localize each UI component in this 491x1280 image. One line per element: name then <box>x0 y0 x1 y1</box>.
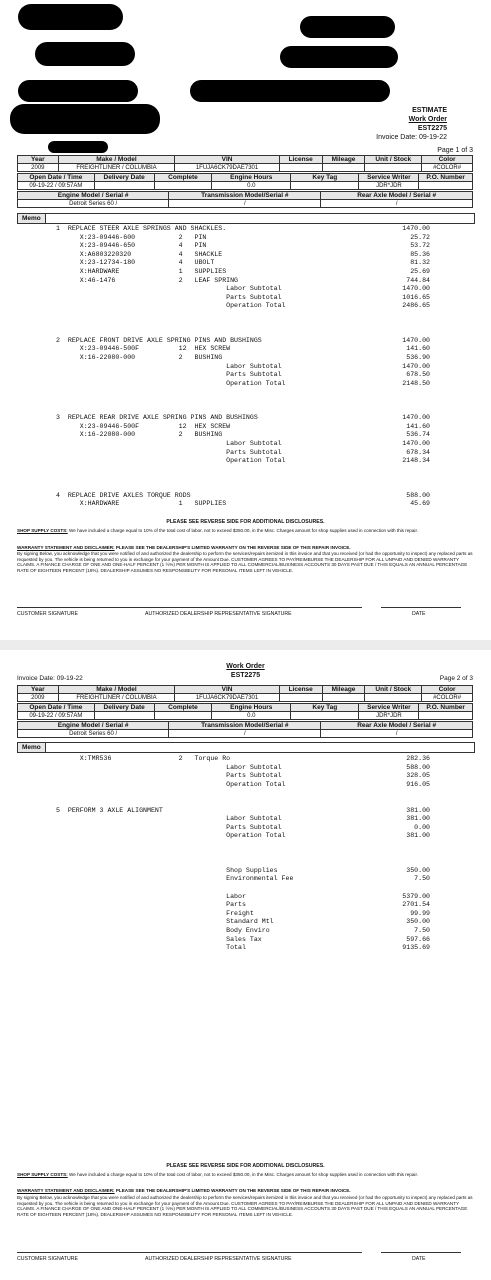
work-order-number: EST2275 <box>417 125 447 132</box>
line-item-amount: 350.00 <box>406 866 430 874</box>
redaction-block <box>280 46 398 68</box>
line-item-amount: 7.50 <box>414 927 430 934</box>
line-item-amount: 381.00 <box>406 832 430 840</box>
work-order-label: Work Order <box>408 116 447 123</box>
line-item-amount: 2486.65 <box>402 302 430 310</box>
year-value: 2009 <box>18 694 59 702</box>
redaction-block <box>300 16 395 38</box>
redaction-block <box>18 4 123 30</box>
line-item-text: 2 REPLACE FRONT DRIVE AXLE SPRING PINS AND BUSHINGS <box>56 336 262 344</box>
license-value <box>279 694 322 702</box>
order-info-table <box>17 173 473 190</box>
redaction-block <box>35 42 135 66</box>
line-item-amount: 7.50 <box>414 875 430 883</box>
line-item-amount: 9135.69 <box>402 944 430 952</box>
signature-line-p2 <box>17 1252 362 1253</box>
engine-hours-header: Engine Hours <box>212 174 291 182</box>
line-item-amount: 536.90 <box>406 354 430 361</box>
line-item-amount: 1016.65 <box>402 293 430 301</box>
line-item-amount: 588.00 <box>406 491 430 499</box>
warranty-disclosure <box>17 545 473 551</box>
delivery-header: Delivery Date <box>94 174 154 182</box>
year-value: 2009 <box>18 164 59 172</box>
line-item-amount: 1470.00 <box>402 285 430 293</box>
memo-bar-p2 <box>17 742 475 753</box>
year-header: Year <box>18 686 59 694</box>
line-item-text: X:A6803220320 4 SHACKLE <box>56 250 223 258</box>
line-item-amount: 25.69 <box>410 268 430 275</box>
delivery-header: Delivery Date <box>94 704 154 712</box>
line-item-amount: 25.72 <box>410 233 430 241</box>
color-value: #COLOR# <box>422 164 473 172</box>
rear-axle-header: Rear Axle Model / Serial # <box>321 192 473 200</box>
work-order-label-p2: Work Order <box>226 663 265 670</box>
line-item-text: Operation Total <box>56 379 286 387</box>
line-item-text: Parts Subtotal <box>56 448 282 456</box>
trans-model-value: / <box>169 200 321 208</box>
engine-model-value: Detroit Series 60 / <box>18 200 169 208</box>
engine-model-header: Engine Model / Serial # <box>18 722 169 730</box>
engine-model-value: Detroit Series 60 / <box>18 730 169 738</box>
line-item-text: Parts <box>56 901 246 909</box>
po-header: P.O. Number <box>419 174 473 182</box>
trans-model-header: Transmission Model/Serial # <box>169 722 321 730</box>
line-item-text: X:TMR536 2 Torque Ro <box>56 755 231 762</box>
line-item-amount: 381.00 <box>406 806 430 814</box>
line-item-text: X:23-09446-650 4 PIN <box>56 242 207 250</box>
warranty-label: WARRANTY STATEMENT AND DISCLAIMER: <box>17 545 115 550</box>
order-info-table-p2 <box>17 703 473 720</box>
legal-text-p2: By signing Below, you acknowledge that you were notified of and authorized the dealership to perform the services/repairs itemized in this invoice and that you received (or had the opportunity to inspect) any replaced parts as requested by you. The vehicle is being returned to you in exchange for your payment of the Amount Due. CUSTOMER AGREES TO PAY/REIMBURSE THE DEALERSHIP FOR ALL UNPAID AND DENIED WARRANTY CLAIMS. A FINANCE CHARGE OF ONE AND ONE-HALF PERCENT (1 ½%) PER MONTH IS APPLIED TO ALL COMMERCIAL/BUSINESS ACCOUNTS 30 DAYS PAST DUE / THIS EQUALS AN ANNUAL PERCENTAGE RATE OF EIGHTEEN PERCENT (18%). DEALERSHIP ASSUMES NO RESPONSIBILITY FOR PERSONAL ITEMS LEFT IN VEHICLE. <box>17 1195 473 1217</box>
mileage-header: Mileage <box>322 686 365 694</box>
unit-header: Unit / Stock <box>365 686 422 694</box>
line-item-text: Standard Mtl <box>56 918 274 926</box>
line-item-text: Operation Total <box>56 302 286 310</box>
line-item-amount: 0.00 <box>414 823 430 831</box>
complete-header: Complete <box>154 174 212 182</box>
warranty-label: WARRANTY STATEMENT AND DISCLAIMER: <box>17 1188 115 1193</box>
line-item-text: X:16-22080-000 2 BUSHING <box>56 354 223 361</box>
redaction-block <box>48 141 108 153</box>
unit-header: Unit / Stock <box>365 156 422 164</box>
line-item-text: X:HARDWARE 1 SUPPLIES <box>56 500 227 508</box>
line-item-text: Labor Subtotal <box>56 815 282 823</box>
mileage-header: Mileage <box>322 156 365 164</box>
rear-axle-header: Rear Axle Model / Serial # <box>321 722 473 730</box>
open-header: Open Date / Time <box>18 174 95 182</box>
warranty-text: PLEASE SEE THE DEALERSHIP'S LIMITED WARRANTY ON THE REVERSE SIDE OF THIS REPAIR INVOICE. <box>114 1188 351 1193</box>
dealer-signature-label: AUTHORIZED DEALERSHIP REPRESENTATIVE SIGNATURE <box>145 611 292 617</box>
line-item-text: Environmental Fee <box>56 875 294 883</box>
line-item-text: X:23-09446-600 2 PIN <box>56 233 207 241</box>
page-break <box>0 640 491 650</box>
engine-hours-value: 0.0 <box>212 712 291 720</box>
line-item-amount: 2148.50 <box>402 379 430 387</box>
redaction-block <box>10 104 160 134</box>
see-reverse-note-p2: PLEASE SEE REVERSE SIDE FOR ADDITIONAL DISCLOSURES. <box>166 1163 325 1169</box>
mileage-value <box>322 694 365 702</box>
date-line <box>381 607 461 608</box>
invoice-date: Invoice Date: 09-19-22 <box>376 134 447 141</box>
line-item-text: Labor <box>56 892 246 900</box>
license-header: License <box>279 156 322 164</box>
line-item-text: Labor Subtotal <box>56 763 282 771</box>
redaction-block <box>190 80 390 102</box>
warranty-disclosure-p2 <box>17 1188 473 1194</box>
keytag-value <box>291 712 359 720</box>
line-item-text: Parts Subtotal <box>56 371 282 379</box>
line-item-text: Labor Subtotal <box>56 440 282 447</box>
mileage-value <box>322 164 365 172</box>
line-item-amount: 5379.00 <box>402 892 430 900</box>
writer-value: JDR*JDR <box>359 182 419 190</box>
line-item-text: Parts Subtotal <box>56 823 282 831</box>
shop-supply-disclosure <box>17 528 473 534</box>
license-value <box>279 164 322 172</box>
line-item-text: Shop Supplies <box>56 866 278 874</box>
doc-title: ESTIMATE <box>412 107 447 114</box>
open-value: 09-19-22 / 09:57AM <box>18 712 95 720</box>
estimate-header <box>376 106 447 142</box>
line-item-amount: 141.60 <box>406 422 430 430</box>
line-item-amount: 678.50 <box>406 371 430 379</box>
open-value: 09-19-22 / 09:57AM <box>18 182 95 190</box>
line-item-text: Total <box>56 944 246 952</box>
memo-label: Memo <box>17 213 46 224</box>
line-item-text: Operation Total <box>56 832 286 840</box>
line-item-amount: 81.32 <box>410 259 430 267</box>
color-header: Color <box>422 156 473 164</box>
engine-model-header: Engine Model / Serial # <box>18 192 169 200</box>
memo-label-p2: Memo <box>17 742 46 753</box>
line-item-text: Freight <box>56 909 254 917</box>
line-item-text: X:46-1476 2 LEAF SPRING <box>56 276 239 284</box>
line-item-amount: 588.00 <box>406 763 430 771</box>
line-item-text: 5 PERFORM 3 AXLE ALIGNMENT <box>56 806 163 814</box>
line-item-text: Operation Total <box>56 780 286 788</box>
shop-supply-text: We have included a charge equal to 10% of the total cost of labor, not to exceed $350.00, in the Misc. Charges amount for shop supplies used in connection with this repair. <box>67 528 418 533</box>
invoice-date-p2: Invoice Date: 09-19-22 <box>17 675 83 682</box>
shop-supply-label: SHOP SUPPLY COSTS: <box>17 1172 68 1177</box>
line-item-amount: 85.36 <box>410 250 430 258</box>
line-item-text: Labor Subtotal <box>56 362 282 370</box>
line-item-text: Parts Subtotal <box>56 772 282 780</box>
vin-header: VIN <box>175 156 280 164</box>
warranty-text: PLEASE SEE THE DEALERSHIP'S LIMITED WARRANTY ON THE REVERSE SIDE OF THIS REPAIR INVOICE. <box>114 545 351 550</box>
po-value <box>419 182 473 190</box>
legal-text: By signing Below, you acknowledge that you were notified of and authorized the dealership to perform the services/repairs itemized in this invoice and that you received (or had the opportunity to inspect) any replaced parts as requested by you. The vehicle is being returned to you in exchange for your payment of the Amount Due. CUSTOMER AGREES TO PAY/REIMBURSE THE DEALERSHIP FOR ALL UNPAID AND DENIED WARRANTY CLAIMS. A FINANCE CHARGE OF ONE AND ONE-HALF PERCENT (1 ½%) PER MONTH IS APPLIED TO ALL COMMERCIAL/BUSINESS ACCOUNTS 30 DAYS PAST DUE / THIS EQUALS AN ANNUAL PERCENTAGE RATE OF EIGHTEEN PERCENT (18%). DEALERSHIP ASSUMES NO RESPONSIBILITY FOR PERSONAL ITEMS LEFT IN VEHICLE. <box>17 551 473 573</box>
line-item-amount: 1470.00 <box>402 414 430 422</box>
unit-value <box>365 164 422 172</box>
make-header: Make / Model <box>58 686 175 694</box>
shop-supply-label: SHOP SUPPLY COSTS: <box>17 528 68 533</box>
make-value: FREIGHTLINER / COLUMBIA <box>58 694 175 702</box>
line-item-text: X:23-12734-180 4 UBOLT <box>56 259 215 267</box>
line-item-amount: 99.99 <box>410 909 430 917</box>
memo-bar <box>17 213 475 224</box>
writer-header: Service Writer <box>359 704 419 712</box>
customer-signature-label-p2: CUSTOMER SIGNATURE <box>17 1256 78 1262</box>
line-item-text: X:23-09446-500F 12 HEX SCREW <box>56 345 231 353</box>
keytag-value <box>291 182 359 190</box>
vin-value: 1FUJA6CK79DAE7301 <box>175 164 280 172</box>
line-item-amount: 1470.00 <box>402 362 430 370</box>
page-number: Page 1 of 3 <box>437 147 473 154</box>
shop-supply-disclosure-p2 <box>17 1172 473 1178</box>
complete-header: Complete <box>154 704 212 712</box>
date-label: DATE <box>412 611 426 617</box>
work-order-number-p2: EST2275 <box>230 672 261 679</box>
make-value: FREIGHTLINER / COLUMBIA <box>58 164 175 172</box>
dealer-signature-label-p2: AUTHORIZED DEALERSHIP REPRESENTATIVE SIGNATURE <box>145 1256 292 1262</box>
redaction-block <box>18 80 138 102</box>
keytag-header: Key Tag <box>291 174 359 182</box>
see-reverse-note: PLEASE SEE REVERSE SIDE FOR ADDITIONAL DISCLOSURES. <box>166 519 325 525</box>
rear-axle-value: / <box>321 730 473 738</box>
line-item-text: 3 REPLACE REAR DRIVE AXLE SPRING PINS AND BUSHINGS <box>56 414 258 422</box>
model-info-table <box>17 191 473 208</box>
line-item-amount: 381.00 <box>406 815 430 823</box>
line-item-amount: 744.84 <box>406 276 430 284</box>
line-item-text: Sales Tax <box>56 935 262 943</box>
signature-line <box>17 607 362 608</box>
line-item-amount: 1470.00 <box>402 225 430 232</box>
line-item-amount: 350.00 <box>406 918 430 926</box>
writer-header: Service Writer <box>359 174 419 182</box>
shop-supply-text: We have included a charge equal to 10% of the total cost of labor, not to exceed $350.00, in the Misc. Charges amount for shop supplies used in connection with this repair. <box>67 1172 418 1177</box>
line-item-text: 1 REPLACE STEER AXLE SPRINGS AND SHACKLES. <box>56 225 227 232</box>
trans-model-header: Transmission Model/Serial # <box>169 192 321 200</box>
line-item-text: Parts Subtotal <box>56 293 282 301</box>
line-item-amount: 916.05 <box>406 780 430 788</box>
line-item-amount: 2148.34 <box>402 457 430 465</box>
engine-hours-value: 0.0 <box>212 182 291 190</box>
unit-value <box>365 694 422 702</box>
line-item-amount: 282.36 <box>406 755 430 762</box>
date-line-p2 <box>381 1252 461 1253</box>
line-item-amount: 141.60 <box>406 345 430 353</box>
line-item-amount: 1470.00 <box>402 440 430 447</box>
vin-value: 1FUJA6CK79DAE7301 <box>175 694 280 702</box>
line-item-amount: 536.74 <box>406 431 430 439</box>
line-item-text: Labor Subtotal <box>56 285 282 293</box>
trans-model-value: / <box>169 730 321 738</box>
date-label-p2: DATE <box>412 1256 426 1262</box>
po-header: P.O. Number <box>419 704 473 712</box>
vehicle-info-table <box>17 155 473 172</box>
engine-hours-header: Engine Hours <box>212 704 291 712</box>
line-item-amount: 1470.00 <box>402 336 430 344</box>
page-number-p2: Page 2 of 3 <box>439 675 473 682</box>
customer-signature-label: CUSTOMER SIGNATURE <box>17 611 78 617</box>
license-header: License <box>279 686 322 694</box>
line-item-amount: 597.66 <box>406 935 430 943</box>
delivery-value <box>94 182 154 190</box>
line-item-amount: 45.69 <box>410 500 430 508</box>
line-item-text: X:HARDWARE 1 SUPPLIES <box>56 268 227 275</box>
complete-value <box>154 182 212 190</box>
complete-value <box>154 712 212 720</box>
line-item-text: Operation Total <box>56 457 286 465</box>
delivery-value <box>94 712 154 720</box>
line-item-text: X:23-09446-500F 12 HEX SCREW <box>56 422 231 430</box>
line-item-amount: 53.72 <box>410 242 430 250</box>
rear-axle-value: / <box>321 200 473 208</box>
line-item-text: X:16-22080-000 2 BUSHING <box>56 431 223 439</box>
writer-value: JDR*JDR <box>359 712 419 720</box>
line-item-amount: 2701.54 <box>402 901 430 909</box>
line-item-text: 4 REPLACE DRIVE AXLES TORQUE RODS <box>56 491 191 499</box>
open-header: Open Date / Time <box>18 704 95 712</box>
color-header: Color <box>422 686 473 694</box>
model-info-table-p2 <box>17 721 473 738</box>
color-value: #COLOR# <box>422 694 473 702</box>
vehicle-info-table-p2 <box>17 685 473 702</box>
line-item-amount: 678.34 <box>406 448 430 456</box>
po-value <box>419 712 473 720</box>
year-header: Year <box>18 156 59 164</box>
make-header: Make / Model <box>58 156 175 164</box>
line-item-text: Body Enviro <box>56 927 270 934</box>
line-item-amount: 328.05 <box>406 772 430 780</box>
vin-header: VIN <box>175 686 280 694</box>
keytag-header: Key Tag <box>291 704 359 712</box>
